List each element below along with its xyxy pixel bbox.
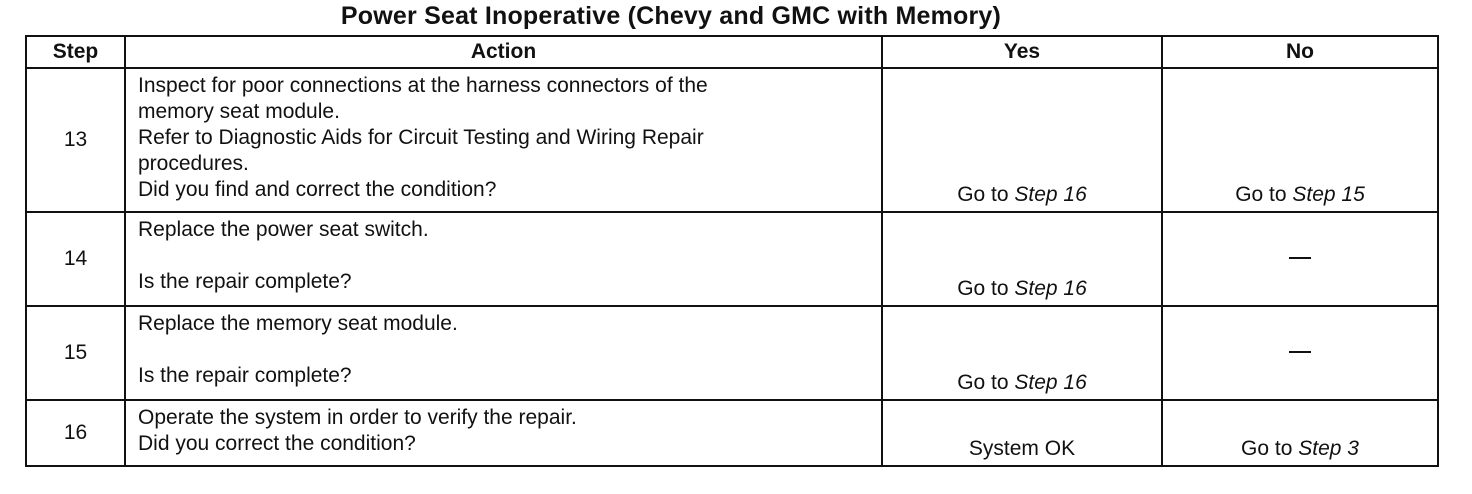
table-row: [26, 400, 1438, 466]
action-spacer: [138, 243, 871, 269]
no-cell: [1162, 212, 1438, 306]
yes-cell: [882, 306, 1162, 400]
action-cell: [125, 306, 882, 400]
no-step-link: Step 15: [1292, 183, 1365, 206]
no-prefix: Go to: [1241, 437, 1299, 460]
step-number: 16: [26, 400, 125, 466]
yes-cell: [882, 400, 1162, 466]
yes-step-link: Step 16: [1014, 277, 1087, 300]
not-applicable-dash: [1289, 257, 1311, 259]
header-no: No: [1162, 36, 1438, 68]
yes-prefix: Go to: [957, 371, 1015, 394]
action-question: Did you correct the condition?: [138, 432, 416, 455]
action-line: Replace the memory seat module.: [138, 312, 458, 335]
header-action: Action: [125, 36, 882, 68]
action-spacer: [138, 337, 871, 363]
yes-step-link: Step 16: [1014, 371, 1087, 394]
no-cell: [1162, 306, 1438, 400]
yes-text: System OK: [968, 437, 1076, 460]
action-question: Is the repair complete?: [138, 364, 352, 387]
table-row: [26, 68, 1438, 212]
action-line: Operate the system in order to verify the repair.: [138, 406, 577, 429]
page-title: Power Seat Inoperative (Chevy and GMC with Memory): [340, 2, 1002, 30]
header-step: Step: [26, 36, 125, 68]
not-applicable-dash: [1289, 351, 1311, 353]
diagnostic-table: [25, 35, 1439, 467]
action-line: Inspect for poor connections at the harness connectors of the: [138, 74, 708, 97]
yes-cell: [882, 68, 1162, 212]
table-row: [26, 212, 1438, 306]
action-line: Replace the power seat switch.: [138, 218, 429, 241]
yes-cell: [882, 212, 1162, 306]
action-cell: [125, 400, 882, 466]
action-cell: [125, 68, 882, 212]
step-number: 14: [26, 212, 125, 306]
header-yes: Yes: [882, 36, 1162, 68]
no-prefix: Go to: [1235, 183, 1293, 206]
yes-step-link: Step 16: [1014, 183, 1087, 206]
action-line: procedures.: [138, 152, 249, 175]
action-line: Refer to Diagnostic Aids for Circuit Testing and Wiring Repair: [138, 126, 704, 149]
no-cell: [1162, 68, 1438, 212]
no-cell: [1162, 400, 1438, 466]
action-question: Did you find and correct the condition?: [138, 178, 497, 201]
table-header-row: [26, 36, 1438, 68]
no-step-link: Step 3: [1298, 437, 1359, 460]
step-number: 15: [26, 306, 125, 400]
action-line: memory seat module.: [138, 100, 340, 123]
table-row: [26, 306, 1438, 400]
yes-prefix: Go to: [957, 277, 1015, 300]
action-cell: [125, 212, 882, 306]
step-number: 13: [26, 68, 125, 212]
yes-prefix: Go to: [957, 183, 1015, 206]
action-question: Is the repair complete?: [138, 270, 352, 293]
